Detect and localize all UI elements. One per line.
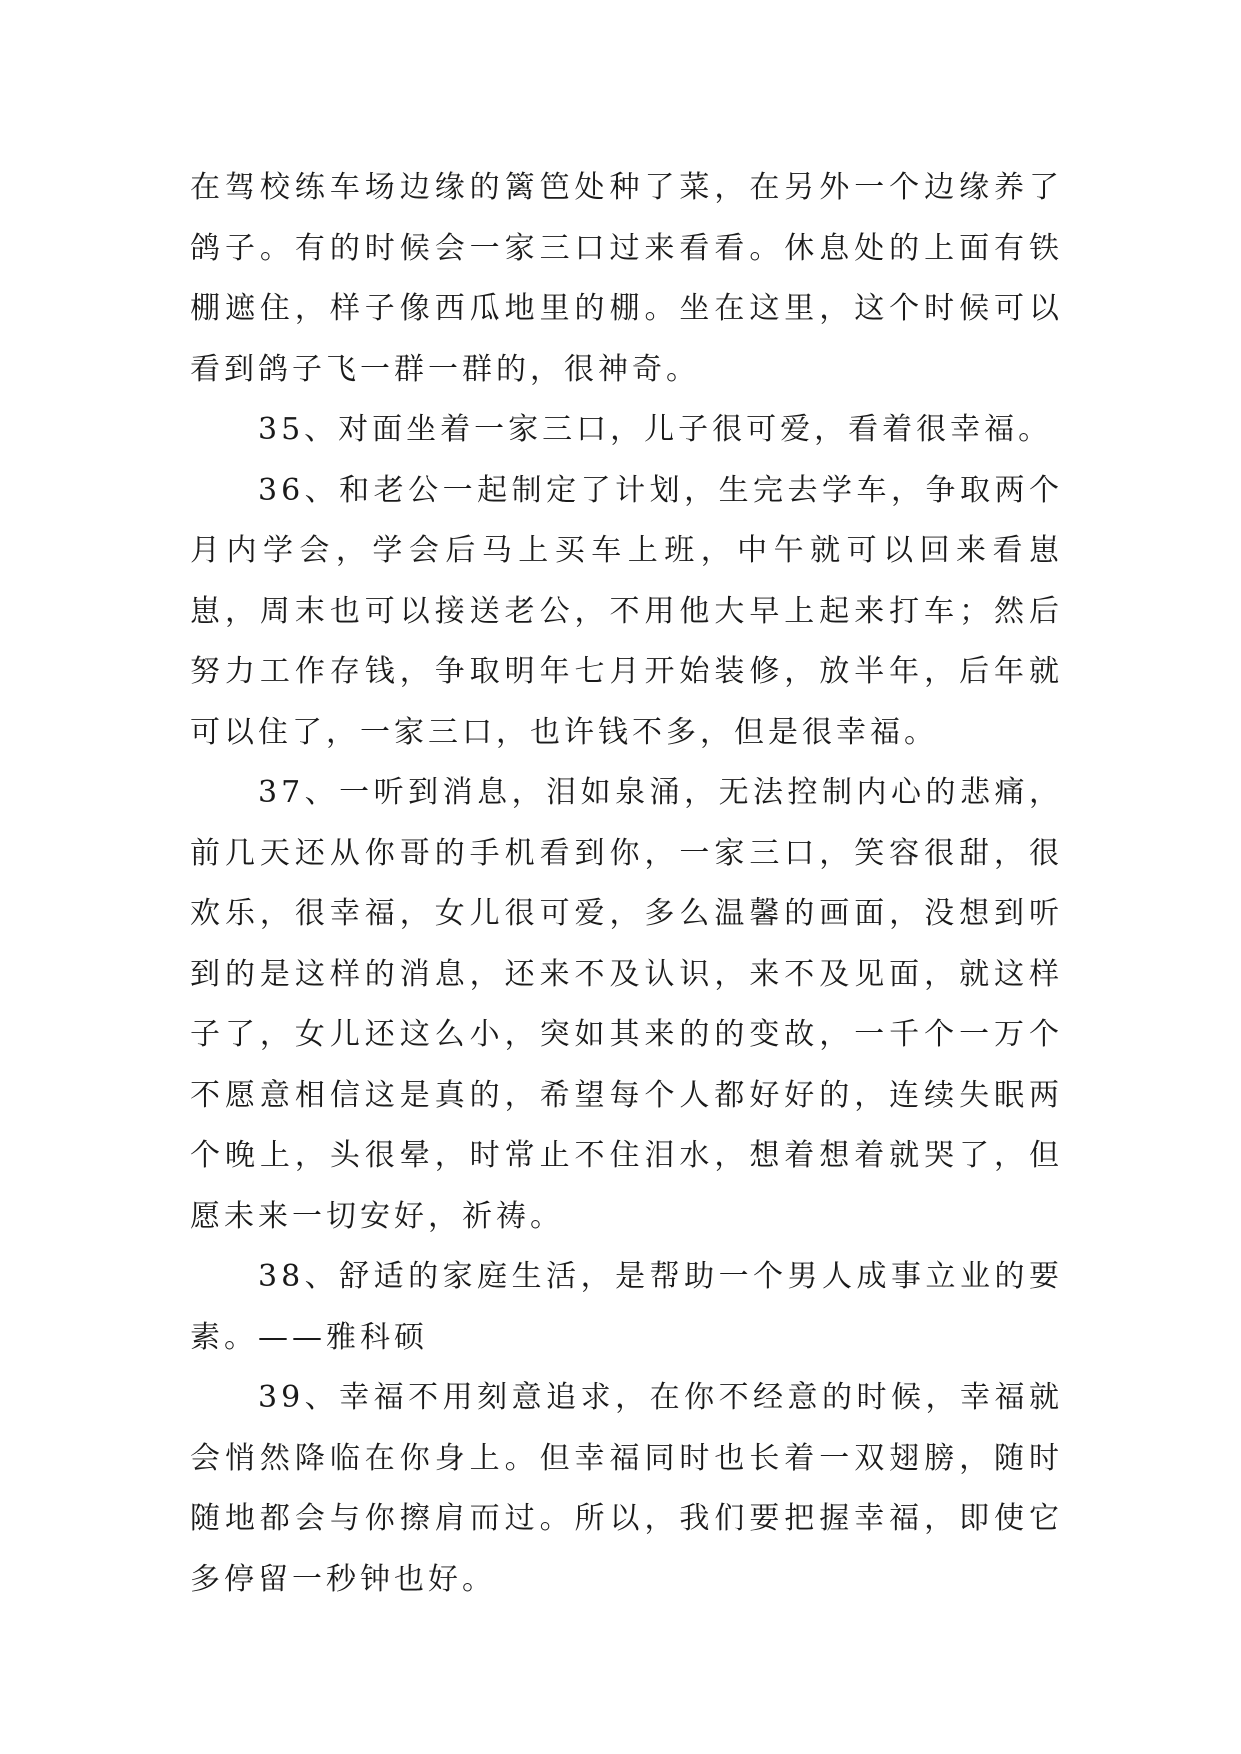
paragraph-39: 39、幸福不用刻意追求，在你不经意的时候，幸福就会悄然降临在你身上。但幸福同时也长着一双翅膀，随时随地都会与你擦肩而过。所以，我们要把握幸福，即使它多停留一秒钟也好。 <box>190 1380 1063 1597</box>
document-body <box>190 158 1063 1610</box>
paragraph-34-continued: 在驾校练车场边缘的篱笆处种了菜，在另外一个边缘养了鸽子。有的时候会一家三口过来看看。休息处的上面有铁棚遮住，样子像西瓜地里的棚。坐在这里，这个时候可以看到鸽子飞一群一群的，很神奇。 <box>190 170 1063 387</box>
paragraph-37: 37、一听到消息，泪如泉涌，无法控制内心的悲痛，前几天还从你哥的手机看到你，一家三口，笑容很甜，很欢乐，很幸福，女儿很可爱，多么温馨的画面，没想到听到的是这样的消息，还来不及认识，来不及见面，就这样子了，女儿还这么小，突如其来的的变故，一千个一万个不愿意相信这是真的，希望每个人都好好的，连续失眠两个晚上，头很晕，时常止不住泪水，想着想着就哭了，但愿未来一切安好，祈祷。 <box>190 775 1063 1234</box>
paragraph-38: 38、舒适的家庭生活，是帮助一个男人成事立业的要素。——雅科硕 <box>190 1259 1063 1355</box>
paragraph-35: 35、对面坐着一家三口，儿子很可爱，看着很幸福。 <box>258 412 1053 447</box>
paragraph-36: 36、和老公一起制定了计划，生完去学车，争取两个月内学会，学会后马上买车上班，中午就可以回来看崽崽，周末也可以接送老公，不用他大早上起来打车；然后努力工作存钱，争取明年七月开始装修，放半年，后年就可以住了，一家三口，也许钱不多，但是很幸福。 <box>190 472 1063 750</box>
